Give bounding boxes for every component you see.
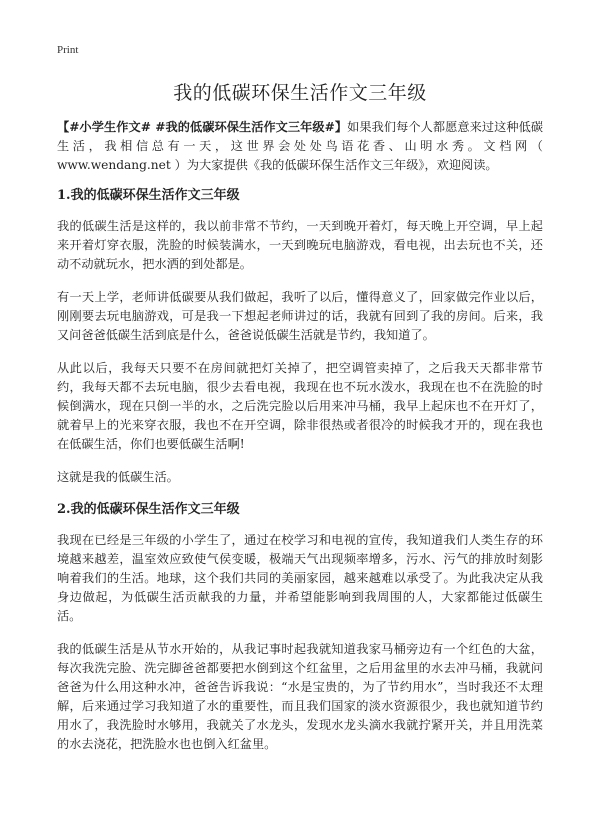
intro-paragraph (57, 118, 543, 175)
intro-text: 如果我们每个人都愿意来过这种低碳生活，我相信总有一天，这世界会处处鸟语花香、山明水秀。文档网（ www.wendang.net ）为大家提供《我的低碳环保生活作文三年级》，欢迎阅读。 (57, 120, 544, 172)
document-body (57, 118, 543, 768)
page-title: 我的低碳环保生活作文三年级 (173, 82, 427, 104)
print-label: Print (57, 44, 79, 56)
section-2-paragraph: 我的低碳生活是从节水开始的，从我记事时起我就知道我家马桶旁边有一个红色的大盆，每次我洗完脸、洗完脚爸爸都要把水倒到这个红盆里，之后用盆里的水去冲马桶，我就问爸爸为什么用这种水冲，爸爸告诉我说：“水是宝贵的，为了节约用水”，当时我还不太理解，后来通过学习我知道了水的重要性，而且我们国家的淡水资源很少，我也就知道节约用水了，我洗脸时水够用，我就关了水龙头，发现水龙头滴水我就拧紧开关，并且用洗菜的水去浇花，把洗脸水也也倒入红盆里。 (57, 642, 543, 751)
section-1-paragraph: 有一天上学，老师讲低碳要从我们做起，我听了以后，懂得意义了，回家做完作业以后，刚刚要去玩电脑游戏，可是我一下想起老师讲过的话，我就有回到了我的房间。后来，我又问爸爸低碳生活到底是什么，爸爸说低碳生活就是节约，我知道了。 (57, 290, 543, 342)
section-1-paragraph: 从此以后，我每天只要不在房间就把灯关掉了，把空调管卖掉了，之后我天天都非常节约，我每天都不去玩电脑，很少去看电视，我现在也不玩水泼水，我现在也不在洗脸的时候倒满水，现在只倒一半的水，之后洗完脸以后用来冲马桶，我早上起床也不在开灯了，就着早上的光来穿衣服，我也不在开空调，除非很热或者很冷的时候我才开的，现在我也在低碳生活，你们也要低碳生活啊! (57, 361, 543, 451)
section-1-paragraph: 我的低碳生活是这样的，我以前非常不节约，一天到晚开着灯，每天晚上开空调，早上起来开着灯穿衣服，洗脸的时候装满水，一天到晚玩电脑游戏，看电视，出去玩也不关，还动不动就玩水，把水洒的到处都是。 (57, 219, 543, 271)
section-2-paragraph: 我现在已经是三年级的小学生了，通过在校学习和电视的宣传，我知道我们人类生存的环境越来越差，温室效应致使气侯变暖，极端天气出现频率增多，污水、污气的排放时刻影响着我们的生活。地球，这个我们共同的美丽家园，越来越难以承受了。为此我决定从我身边做起，为低碳生活贡献我的力量，并希望能影响到我周围的人，大家都能过低碳生活。 (57, 533, 543, 623)
section-1-paragraph: 这就是我的低碳生活。 (57, 470, 179, 484)
intro-tag: 【#小学生作文# #我的低碳环保生活作文三年级#】 (57, 120, 348, 134)
section-heading-2: 2.我的低碳环保生活作文三年级 (57, 502, 240, 517)
section-heading-1: 1.我的低碳环保生活作文三年级 (57, 188, 240, 203)
